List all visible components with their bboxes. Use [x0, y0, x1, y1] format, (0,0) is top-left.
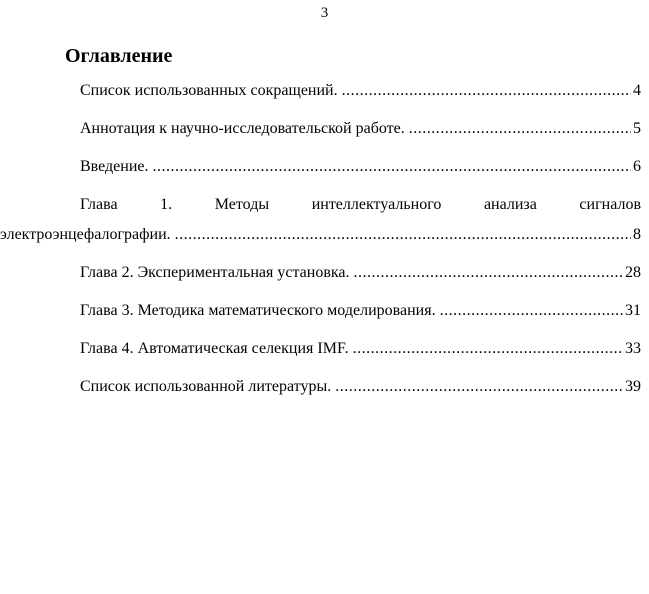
toc-entry-page: 31 — [625, 302, 641, 319]
toc-entry-introduction[interactable] — [0, 156, 641, 178]
toc-entry-label: электроэнцефалографии. — [0, 226, 171, 243]
toc-entry-abbreviations[interactable] — [0, 80, 641, 102]
toc-entry-page: 33 — [625, 340, 641, 357]
toc-entry-label: Глава 2. Экспериментальная установка. — [80, 264, 350, 281]
toc-entry-label: Аннотация к научно-исследовательской работе. — [80, 120, 405, 137]
toc-entry-page: 4 — [633, 82, 641, 99]
toc-word: анализа — [483, 196, 537, 213]
toc-entry-annotation[interactable] — [0, 118, 641, 140]
toc-entry-page: 5 — [633, 120, 641, 137]
table-of-contents — [0, 80, 641, 414]
toc-entry-label: Список использованных сокращений. — [80, 82, 338, 99]
toc-word: сигналов — [579, 196, 641, 213]
dot-leader — [354, 262, 623, 284]
toc-entry-second-line — [0, 224, 641, 246]
toc-word: 1. — [160, 196, 173, 213]
dot-leader — [175, 224, 631, 246]
dot-leader — [353, 338, 623, 360]
toc-entry-label: Введение. — [80, 158, 149, 175]
page-number: 3 — [320, 5, 329, 21]
dot-leader — [409, 118, 631, 140]
toc-entry-references[interactable] — [0, 376, 641, 398]
toc-entry-page: 6 — [633, 158, 641, 175]
dot-leader — [342, 80, 631, 102]
toc-entry-chapter-4[interactable] — [0, 338, 641, 360]
toc-entry-chapter-2[interactable] — [0, 262, 641, 284]
toc-entry-chapter-3[interactable] — [0, 300, 641, 322]
toc-entry-page: 28 — [625, 264, 641, 281]
dot-leader — [440, 300, 623, 322]
toc-entry-label: Глава 3. Методика математического моделирования. — [80, 302, 436, 319]
toc-entry-label: Глава 4. Автоматическая селекция IMF. — [80, 340, 349, 357]
toc-word: Методы — [214, 196, 270, 213]
toc-entry-chapter-1[interactable] — [0, 194, 641, 246]
toc-word: интеллектуального — [311, 196, 442, 213]
toc-title: Оглавление — [65, 45, 173, 67]
toc-entry-label: Список использованной литературы. — [80, 378, 332, 395]
toc-entry-page: 39 — [625, 378, 641, 395]
dot-leader — [153, 156, 632, 178]
toc-entry-page: 8 — [633, 226, 641, 243]
dot-leader — [335, 376, 623, 398]
toc-word: Глава — [80, 196, 118, 213]
toc-entry-first-line — [0, 194, 641, 216]
